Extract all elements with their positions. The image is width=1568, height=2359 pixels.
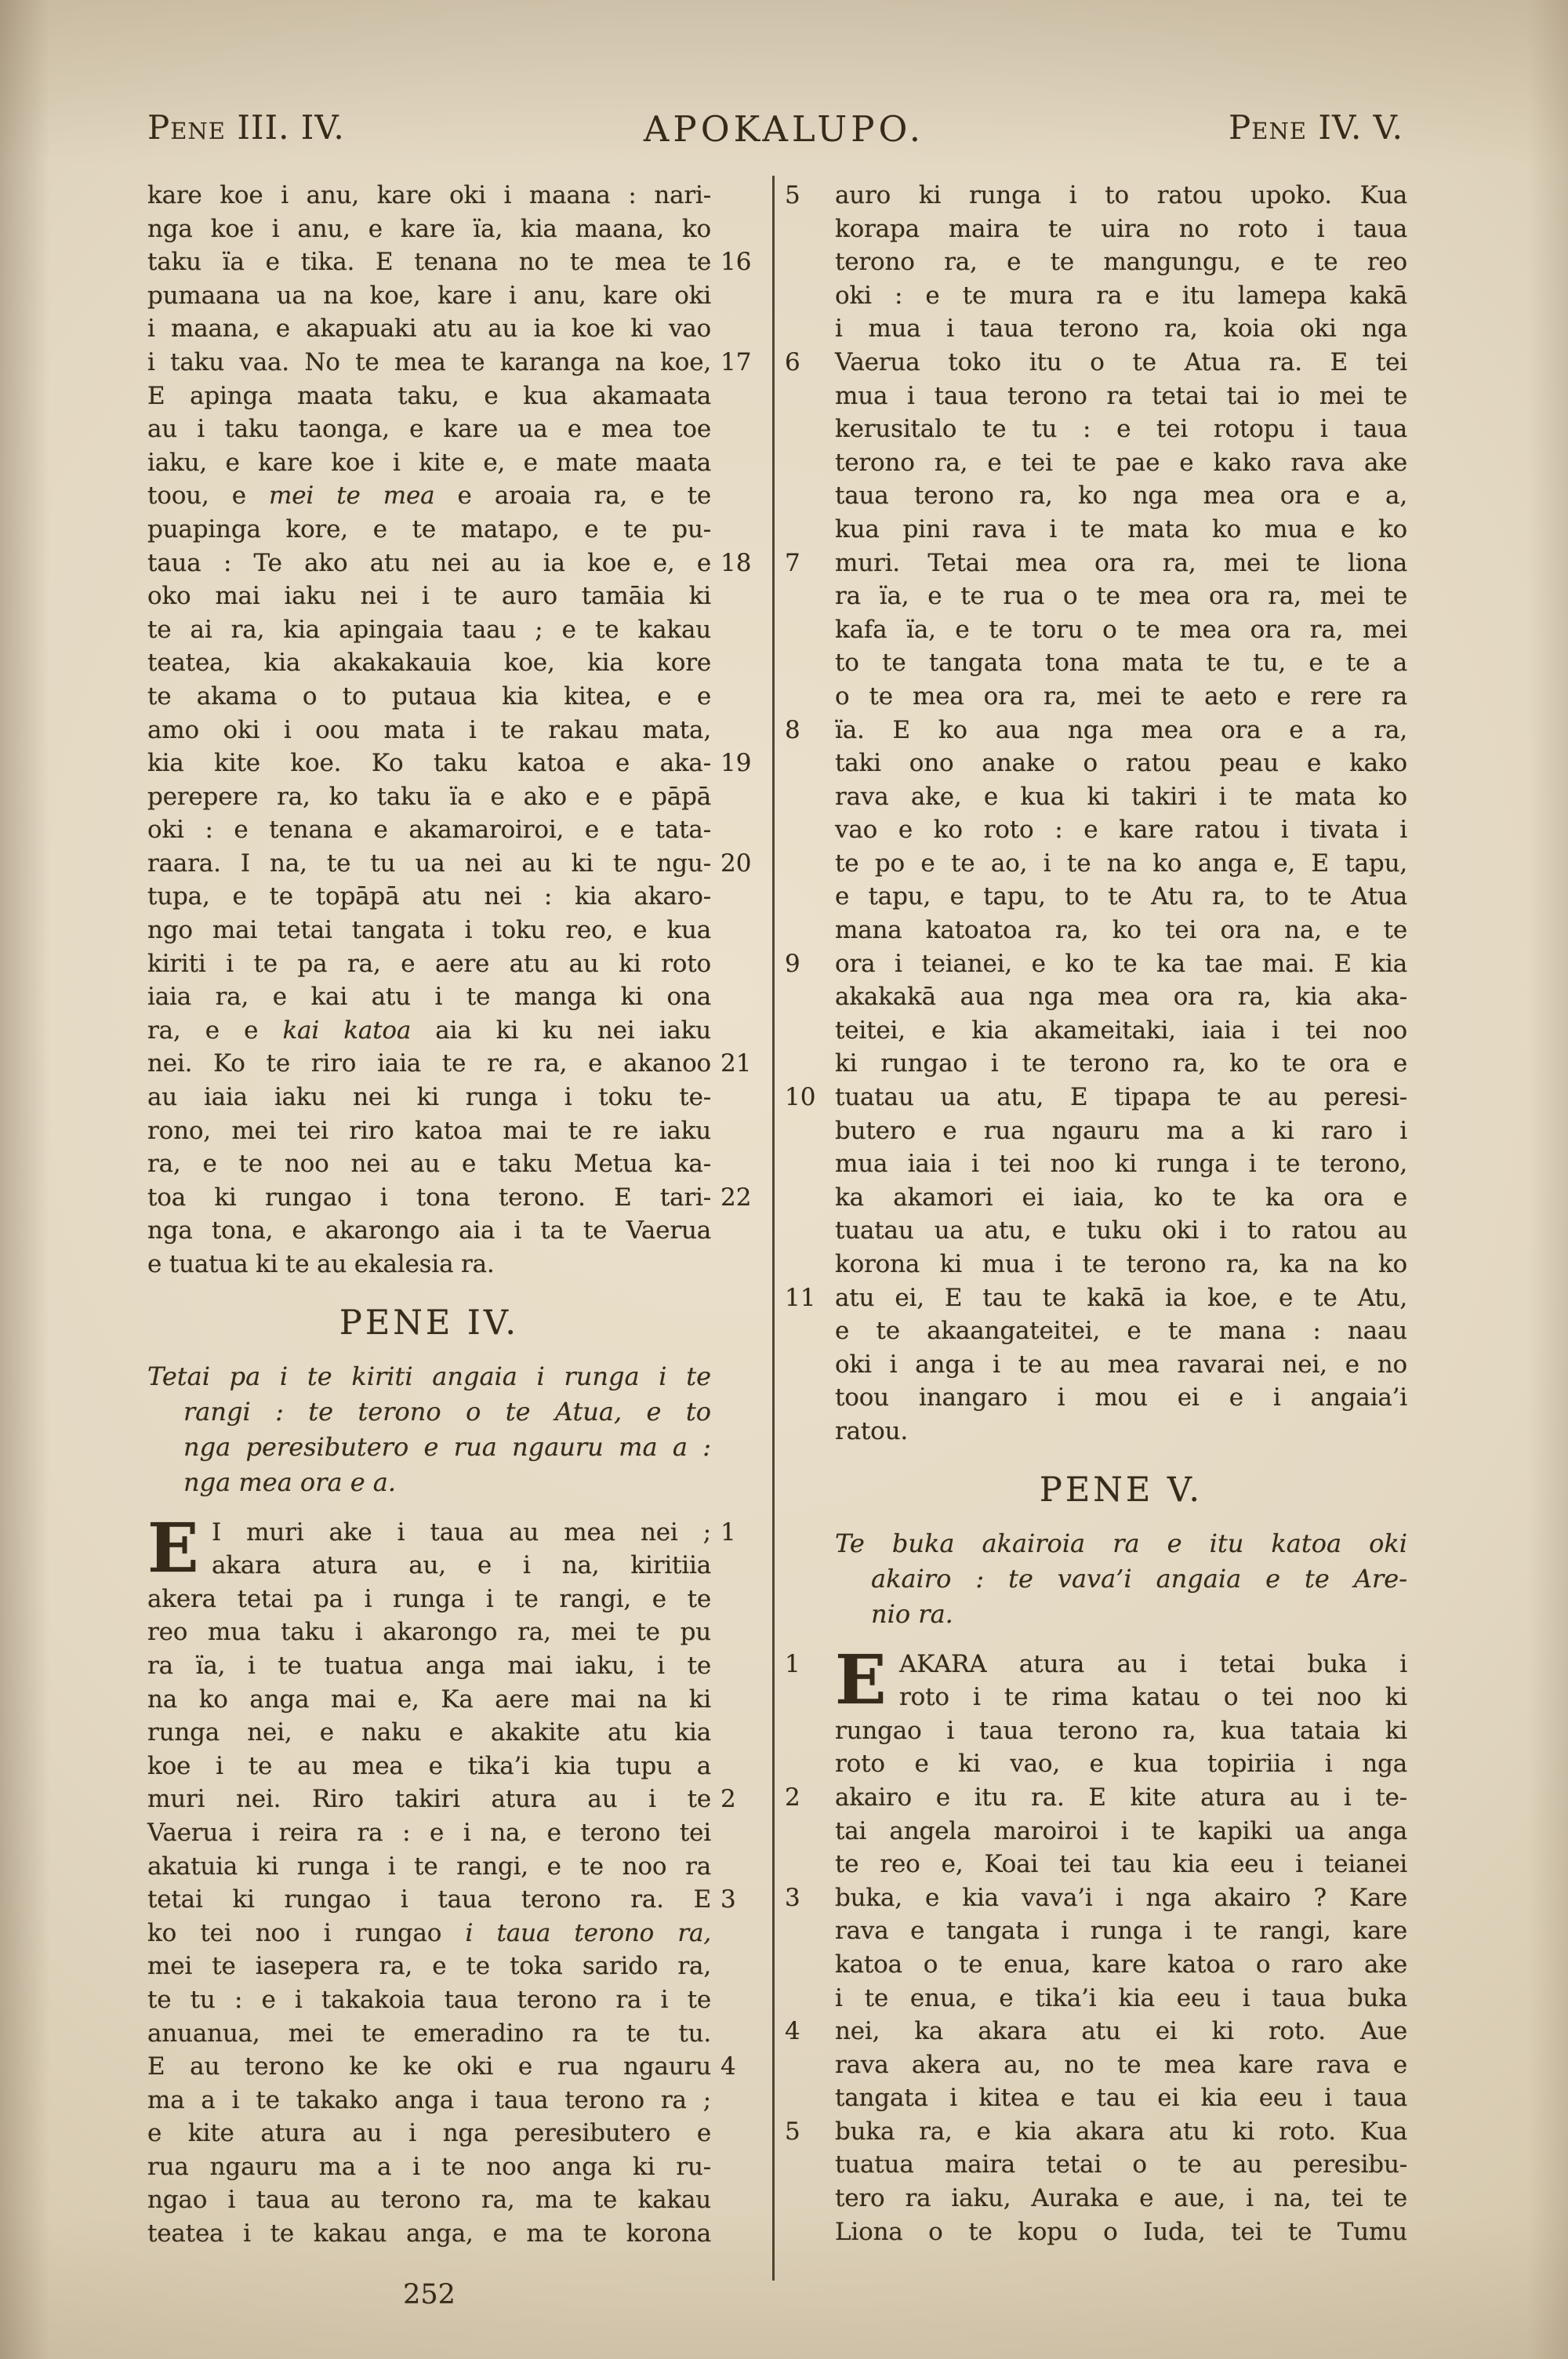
text-line: mei te iasepera ra, e te toka sarido ra,: [147, 1952, 711, 1981]
text-line: tuatau ua atu, e tuku oki i to ratou au: [835, 1216, 1407, 1245]
text-line: ko tei noo i rungao i taua terono ra,: [147, 1918, 711, 1947]
text-line: amo oki i oou mata i te rakau mata,: [147, 715, 711, 744]
verse-number: 22: [720, 1183, 752, 1212]
text-line: kua pini rava i te mata ko mua e ko: [835, 514, 1407, 543]
verse-number: 3: [720, 1885, 736, 1914]
text-line: auro ki runga i to ratou upoko. Kua 5: [835, 179, 1407, 213]
verse-text-block: [147, 1508, 736, 2251]
text-line: kafa ïa, e te toru o te mea ora ra, mei: [835, 615, 1407, 644]
text-line: te akama o to putaua kia kitea, e e: [147, 682, 711, 711]
text-line: to te tangata tona mata te tu, e te a: [835, 649, 1407, 678]
text-line: rua ngauru ma a i te noo anga ki ru-: [147, 2152, 711, 2181]
text-line: tuatau ua atu, E tipapa te au peresi- 10: [835, 1081, 1407, 1114]
text-line: vao e ko roto : e kare ratou i tivata i: [835, 816, 1407, 845]
verse-number: 1: [785, 1649, 800, 1678]
text-line: muri. Tetai mea ora ra, mei te liona 7: [835, 547, 1407, 580]
text-line: atu ei, E tau te kakā ia koe, e te Atu, 11: [835, 1281, 1407, 1315]
right-text-column: [785, 179, 1407, 2248]
verse-number: 6: [785, 347, 800, 376]
verse-number: 10: [785, 1083, 816, 1112]
text-line: rono, mei tei riro katoa mai te re iaku: [147, 1116, 711, 1145]
text-line: kerusitalo te tu : e tei rotopu i taua: [835, 415, 1407, 444]
text-line: tangata i kitea e tau ei kia eeu i taua: [835, 2084, 1407, 2113]
text-line: nei, ka akara atu ei ki roto. Aue 4: [835, 2015, 1407, 2048]
text-line: na ko anga mai e, Ka aere mai na ki: [147, 1685, 711, 1714]
text-line: o te mea ora ra, mei te aeto e rere ra: [835, 682, 1407, 711]
text-line: E au terono ke ke oki e rua ngauru 4: [147, 2050, 711, 2084]
text-line: e te akaangateitei, e te mana : naau: [835, 1317, 1407, 1346]
verse-number: 21: [720, 1049, 752, 1078]
text-line: nei. Ko te riro iaia te re ra, e akanoo 21: [147, 1047, 711, 1081]
text-line: toa ki rungao i tona terono. E tari- 22: [147, 1181, 711, 1215]
text-line: kare koe i anu, kare oki i maana : nari-: [147, 181, 711, 209]
text-line: i te enua, e tika’i kia eeu i taua buka: [835, 1983, 1407, 2012]
text-line: anuanua, mei te emeradino ra te tu.: [147, 2019, 711, 2048]
text-line: i taku vaa. No te mea te karanga na koe, 17: [147, 346, 711, 380]
text-line: rava e tangata i runga i te rangi, kare: [835, 1917, 1407, 1946]
text-line: butero e rua ngauru ma a ki raro i: [835, 1116, 1407, 1145]
text-line: ngao i taua au terono ra, ma te kakau: [147, 2186, 711, 2215]
text-line: buka, e kia vava’i i nga akairo ? Kare 3: [835, 1881, 1407, 1915]
text-line: akakakā aua nga mea ora ra, kia aka-: [835, 983, 1407, 1012]
text-line: iaku, e kare koe i kite e, e mate maata: [147, 448, 711, 477]
text-line: te tu : e i takakoia taua terono ra i te: [147, 1985, 711, 2014]
text-line: perepere ra, ko taku ïa e ako e e pāpā: [147, 782, 711, 811]
column-divider-rule: [772, 176, 775, 2281]
chapter-heading: PENE V.: [1039, 1470, 1203, 1510]
text-line: pumaana ua na koe, kare i anu, kare oki: [147, 281, 711, 310]
text-line: Liona o te kopu o Iuda, tei te Tumu: [835, 2217, 1407, 2246]
text-line: taua terono ra, ko nga mea ora e a,: [835, 482, 1407, 511]
chapter-summary: [147, 1359, 711, 1500]
text-line: terono ra, e tei te pae e kako rava ake: [835, 448, 1407, 477]
text-line: muri nei. Riro takiri atura au i te 2: [147, 1783, 711, 1816]
text-line: E apinga maata taku, e kua akamaata: [147, 381, 711, 410]
text-line: buka ra, e kia akara atu ki roto. Kua 5: [835, 2115, 1407, 2149]
text-line: mua iaia i tei noo ki runga i te terono,: [835, 1150, 1407, 1179]
text-line: teatea, kia akakakauia koe, kia kore: [147, 649, 711, 678]
text-line: toou, e mei te mea e aroaia ra, e te: [147, 482, 711, 511]
text-line: tuatua maira tetai o te au peresibu-: [835, 2150, 1407, 2179]
text-line: ora i teianei, e ko te ka tae mai. E kia 9: [835, 947, 1407, 981]
running-head-left: Pene III. IV.: [147, 108, 345, 147]
text-line: I muri ake i taua au mea nei ; 1: [147, 1516, 711, 1550]
text-line: ka akamori ei iaia, ko te ka ora e: [835, 1183, 1407, 1212]
text-line: i maana, e akapuaki atu au ia koe ki vao: [147, 314, 711, 343]
verse-number: 7: [785, 548, 800, 577]
text-line: au i taku taonga, e kare ua e mea toe: [147, 415, 711, 444]
text-line: toou inangaro i mou ei e i angaia’i: [835, 1383, 1407, 1412]
drop-cap: E: [147, 1508, 199, 1588]
text-line: kia kite koe. Ko taku katoa e aka- 19: [147, 747, 711, 780]
text-line: AKARA atura au i tetai buka i 1: [835, 1648, 1407, 1681]
text-line: korapa maira te uira no roto i taua: [835, 214, 1407, 243]
text-line: ratou.: [835, 1416, 909, 1445]
text-line: akara atura au, e i na, kiritiia: [212, 1551, 711, 1580]
verse-number: 4: [785, 2017, 800, 2046]
verse-number: 8: [785, 715, 800, 744]
text-line: Vaerua toko itu o te Atua ra. E tei 6: [835, 346, 1407, 380]
verse-number: 11: [785, 1283, 816, 1312]
text-line: oki i anga i te au mea ravarai nei, e no: [835, 1350, 1407, 1379]
text-line: roto e ki vao, e kua topiriia i nga: [835, 1750, 1407, 1779]
text-line: oki : e te mura ra e itu lamepa kakā: [835, 281, 1407, 310]
verse-text-block: [785, 1640, 1407, 2249]
text-line: katoa o te enua, kare katoa o raro ake: [835, 1950, 1407, 1979]
running-head-title: APOKALUPO.: [643, 108, 925, 150]
text-line: tetai ki rungao i taua terono ra. E 3: [147, 1883, 711, 1917]
text-line: teitei, e kia akameitaki, iaia i tei noo: [835, 1016, 1407, 1045]
text-line: nio ra.: [871, 1598, 953, 1629]
verse-text-block: [785, 179, 1407, 1448]
text-line: runga nei, e naku e akakite atu kia: [147, 1718, 711, 1747]
text-line: taua : Te ako atu nei au ia koe e, e 18: [147, 547, 711, 580]
text-line: nga peresibutero e rua ngauru ma a :: [183, 1431, 711, 1462]
text-line: tai angela maroiroi i te kapiki ua anga: [835, 1816, 1407, 1845]
text-line: ra ïa, i te tuatua anga mai iaku, i te: [147, 1651, 711, 1680]
text-line: rava akera au, no te mea kare rava e: [835, 2050, 1407, 2079]
text-line: oki : e tenana e akamaroiroi, e e tata-: [147, 816, 711, 845]
verse-number: 2: [720, 1785, 736, 1814]
text-line: taki ono anake o ratou peau e kako: [835, 749, 1407, 778]
text-line: iaia ra, e kai atu i te manga ki ona: [147, 983, 711, 1012]
verse-number: 2: [785, 1783, 800, 1812]
text-line: rungao i taua terono ra, kua tataia ki: [835, 1716, 1407, 1745]
text-line: mana katoatoa ra, ko tei ora na, e te: [835, 916, 1407, 945]
text-line: i mua i taua terono ra, koia oki nga: [835, 314, 1407, 343]
running-head: [0, 108, 1568, 155]
chapter-heading: PENE IV.: [339, 1303, 520, 1343]
text-line: e tapu, e tapu, to te Atu ra, to te Atua: [835, 882, 1407, 911]
verse-number: 3: [785, 1883, 800, 1912]
text-line: rangi : te terono o te Atua, e to: [183, 1396, 711, 1427]
text-line: raara. I na, te tu ua nei au ki te ngu- 20: [147, 847, 711, 881]
text-line: taku ïa e tika. E tenana no te mea te 16: [147, 245, 711, 279]
verse-text-block: [147, 179, 752, 1281]
text-line: ra, e te noo nei au e taku Metua ka-: [147, 1150, 711, 1179]
text-line: ra, e e kai katoa aia ki ku nei iaku: [147, 1016, 712, 1045]
verse-number: 18: [720, 548, 752, 577]
text-line: akairo e itu ra. E kite atura au i te- 2: [835, 1781, 1407, 1815]
text-line: terono ra, e te mangungu, e te reo: [835, 248, 1407, 277]
verse-number: 16: [720, 248, 752, 277]
text-line: Vaerua i reira ra : e i na, e terono tei: [147, 1818, 711, 1847]
text-line: Tetai pa i te kiriti angaia i runga i te: [147, 1361, 711, 1391]
text-line: korona ki mua i te terono ra, ka na ko: [835, 1250, 1407, 1278]
text-line: nga mea ora e a.: [183, 1467, 397, 1497]
text-line: tupa, e te topāpā atu nei : kia akaro-: [147, 882, 711, 911]
text-line: teatea i te kakau anga, e ma te korona: [147, 2219, 711, 2248]
verse-number: 5: [785, 2117, 800, 2146]
text-line: tero ra iaku, Auraka e aue, i na, tei te: [835, 2184, 1407, 2213]
verse-number: 4: [720, 2052, 736, 2081]
text-line: te ai ra, kia apingaia taau ; e te kakau: [147, 615, 711, 644]
verse-number: 17: [720, 347, 752, 376]
verse-number: 5: [785, 181, 800, 209]
verse-number: 19: [720, 749, 752, 778]
text-line: ïa. E ko aua nga mea ora e a ra, 8: [835, 714, 1407, 747]
text-line: kiriti i te pa ra, e aere atu au ki roto: [147, 949, 711, 978]
text-line: e tuatua ki te au ekalesia ra.: [147, 1250, 495, 1278]
text-line: reo mua taku i akarongo ra, mei te pu: [147, 1618, 711, 1647]
text-line: akairo : te vava’i angaia e te Are-: [871, 1563, 1407, 1594]
text-line: roto i te rima katau o tei noo ki: [899, 1683, 1407, 1712]
text-line: mua i taua terono ra tetai tai io mei te: [835, 381, 1407, 410]
text-line: puapinga kore, e te matapo, e te pu-: [147, 514, 711, 543]
text-line: e kite atura au i nga peresibutero e: [147, 2119, 711, 2148]
text-line: rava ake, e kua ki takiri i te mata ko: [835, 782, 1407, 811]
text-line: oko mai iaku nei i te auro tamāia ki: [147, 582, 711, 611]
text-line: nga koe i anu, e kare ïa, kia maana, ko: [147, 214, 711, 243]
chapter-summary: [835, 1526, 1407, 1632]
running-head-right: Pene IV. V.: [1229, 108, 1403, 147]
text-line: ra ïa, e te rua o te mea ora ra, mei te: [835, 582, 1407, 611]
text-line: ngo mai tetai tangata i toku reo, e kua: [147, 916, 711, 945]
text-line: koe i te au mea e tika’i kia tupu a: [147, 1751, 711, 1780]
text-line: au iaia iaku nei ki runga i toku te-: [147, 1083, 711, 1112]
text-line: Te buka akairoia ra e itu katoa oki: [835, 1528, 1407, 1558]
text-line: nga tona, e akarongo aia i ta te Vaerua: [147, 1216, 711, 1245]
drop-cap: E: [835, 1640, 887, 1720]
page-number: 252: [403, 2279, 456, 2310]
text-line: akatuia ki runga i te rangi, e te noo ra: [147, 1852, 711, 1881]
verse-number: 20: [720, 849, 752, 878]
verse-number: 9: [785, 949, 800, 978]
text-line: te reo e, Koai tei tau kia eeu i teianei: [835, 1850, 1407, 1879]
text-line: ki rungao i te terono ra, ko te ora e: [835, 1049, 1407, 1078]
text-line: akera tetai pa i runga i te rangi, e te: [147, 1584, 711, 1613]
verse-number: 1: [720, 1518, 736, 1547]
text-line: te po e te ao, i te na ko anga e, E tapu,: [835, 849, 1407, 878]
text-line: ma a i te takako anga i taua terono ra ;: [147, 2085, 711, 2114]
left-text-column: [147, 179, 752, 2251]
